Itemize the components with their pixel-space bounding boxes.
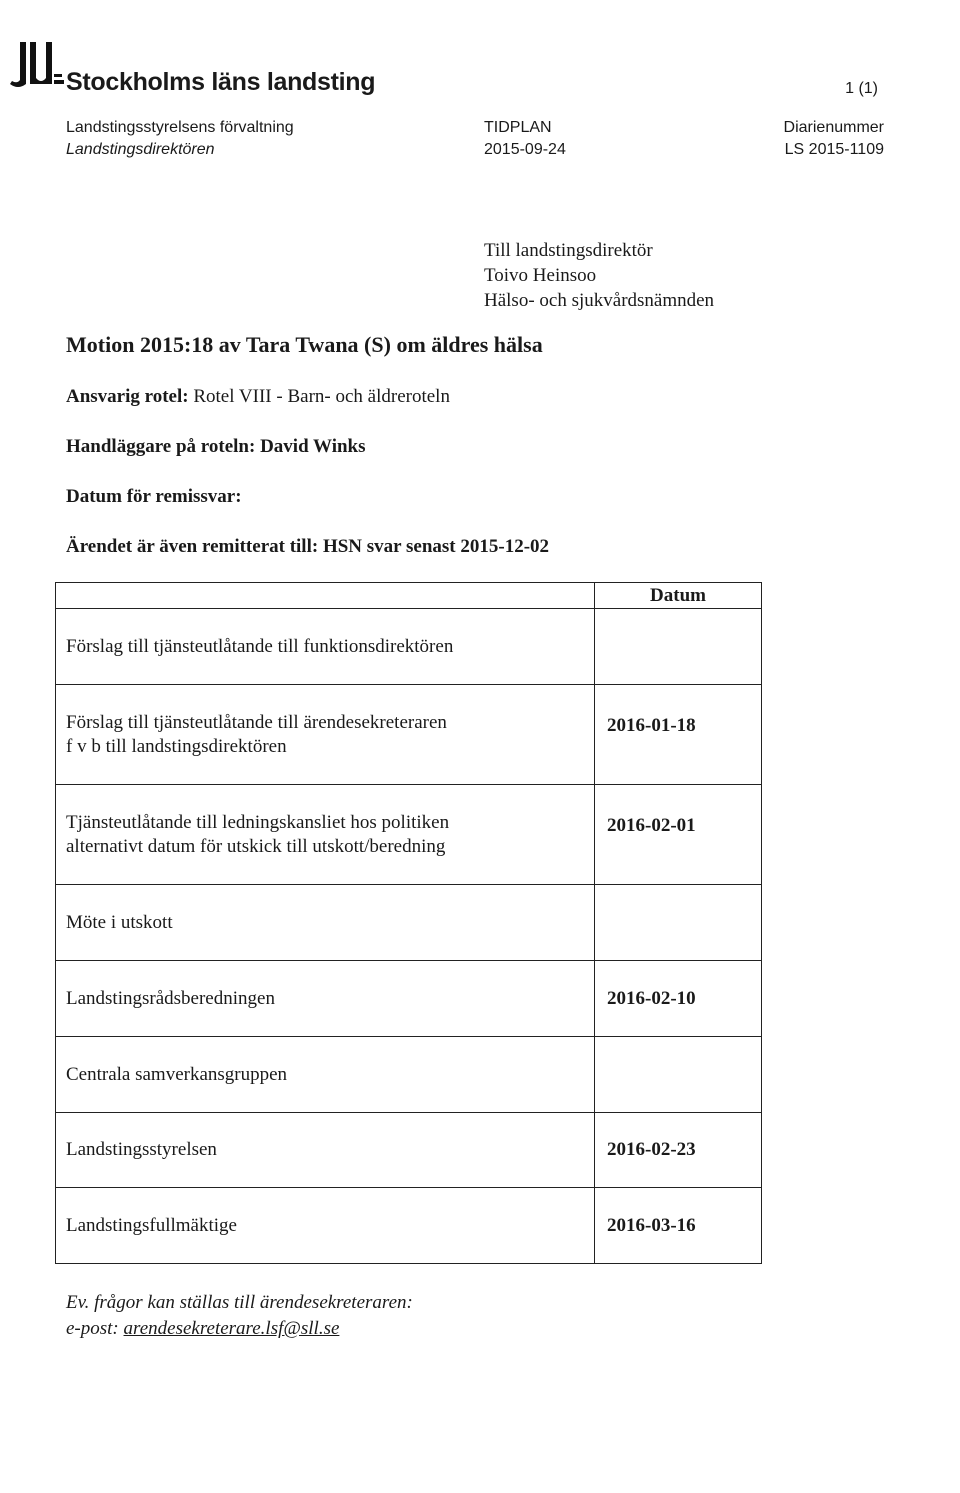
table-row [56,1037,762,1113]
step-text: Centrala samverkansgruppen [66,1063,288,1085]
reference-block [784,117,884,161]
date-cell: 2016-03-16 [595,1188,762,1264]
email-line [66,1316,413,1342]
response-date-line [66,486,242,508]
referral-value: HSN svar senast 2015-12-02 [322,536,550,557]
schedule-table [55,582,762,1264]
page-number: 1 (1) [845,80,878,97]
recipients-block [484,238,714,313]
referral-line [66,536,549,558]
date-column-header: Datum [595,583,762,609]
contact-footer [66,1290,413,1342]
step-cell [56,961,595,1037]
department-block [66,117,294,161]
date-cell [595,885,762,961]
referral-label: Ärendet är även remitterat till: [66,536,319,557]
department-name: Landstingsstyrelsens förvaltning [66,119,294,136]
table-row [56,785,762,885]
table-row [56,885,762,961]
sll-logo-icon [8,40,64,92]
step-text: Landstingsstyrelsen [66,1139,217,1160]
date-cell: 2016-02-23 [595,1113,762,1188]
unit-name: Landstingsdirektören [66,141,215,158]
date-cell [595,1037,762,1113]
recipient-line: Till landstingsdirektör [484,240,653,261]
doc-date: 2015-09-24 [484,141,566,158]
handler-line [66,436,366,458]
date-cell: 2016-02-10 [595,961,762,1037]
date-cell: 2016-02-01 [595,785,762,885]
table-row [56,1188,762,1264]
step-cell [56,685,595,785]
step-text: Förslag till tjänsteutlåtande till funktionsdirektören [66,635,454,657]
table-row [56,961,762,1037]
table-row [56,685,762,785]
step-text: Landstingsfullmäktige [66,1214,237,1236]
doc-type: TIDPLAN [484,119,552,136]
date-cell [595,609,762,685]
step-cell [56,1037,595,1113]
email-link[interactable]: arendesekreterare.lsf@sll.se [123,1318,340,1339]
table-row [56,609,762,685]
email-label: e-post: [66,1318,119,1339]
table-header-empty [56,583,595,609]
doc-type-block [484,117,566,161]
date-cell: 2016-01-18 [595,685,762,785]
step-text-cont: alternativt datum för utskick till utskott/beredning [66,835,446,857]
recipient-line: Hälso- och sjukvårdsnämnden [484,290,715,311]
reference-label: Diarienummer [783,119,884,136]
document-title: Motion 2015:18 av Tara Twana (S) om äldres hälsa [66,332,543,357]
step-text: Landstingsrådsberedningen [66,987,275,1009]
organization-name: Stockholms läns landsting [66,68,376,96]
response-date-label: Datum för remissvar: [66,486,242,507]
reference-number: LS 2015-1109 [784,141,884,158]
step-cell [56,1188,595,1264]
rotel-label: Ansvarig rotel: [66,386,189,407]
step-text: Möte i utskott [66,911,173,933]
question-text: Ev. frågor kan ställas till ärendesekreteraren: [66,1292,413,1313]
table-header-row [56,583,762,609]
handler-label: Handläggare på roteln: [66,436,256,457]
step-text-cont: f v b till landstingsdirektören [66,735,287,757]
recipient-line: Toivo Heinsoo [484,265,597,286]
step-text: Tjänsteutlåtande till ledningskansliet hos politiken [66,811,450,833]
table-row [56,1113,762,1188]
step-text: Förslag till tjänsteutlåtande till ärendesekreteraren [66,711,447,733]
handler-value: David Winks [260,436,366,457]
step-cell [56,1113,595,1188]
step-cell [56,609,595,685]
rotel-line [66,386,450,408]
step-cell [56,785,595,885]
rotel-value: Rotel VIII - Barn- och äldreroteln [193,386,450,407]
step-cell [56,885,595,961]
